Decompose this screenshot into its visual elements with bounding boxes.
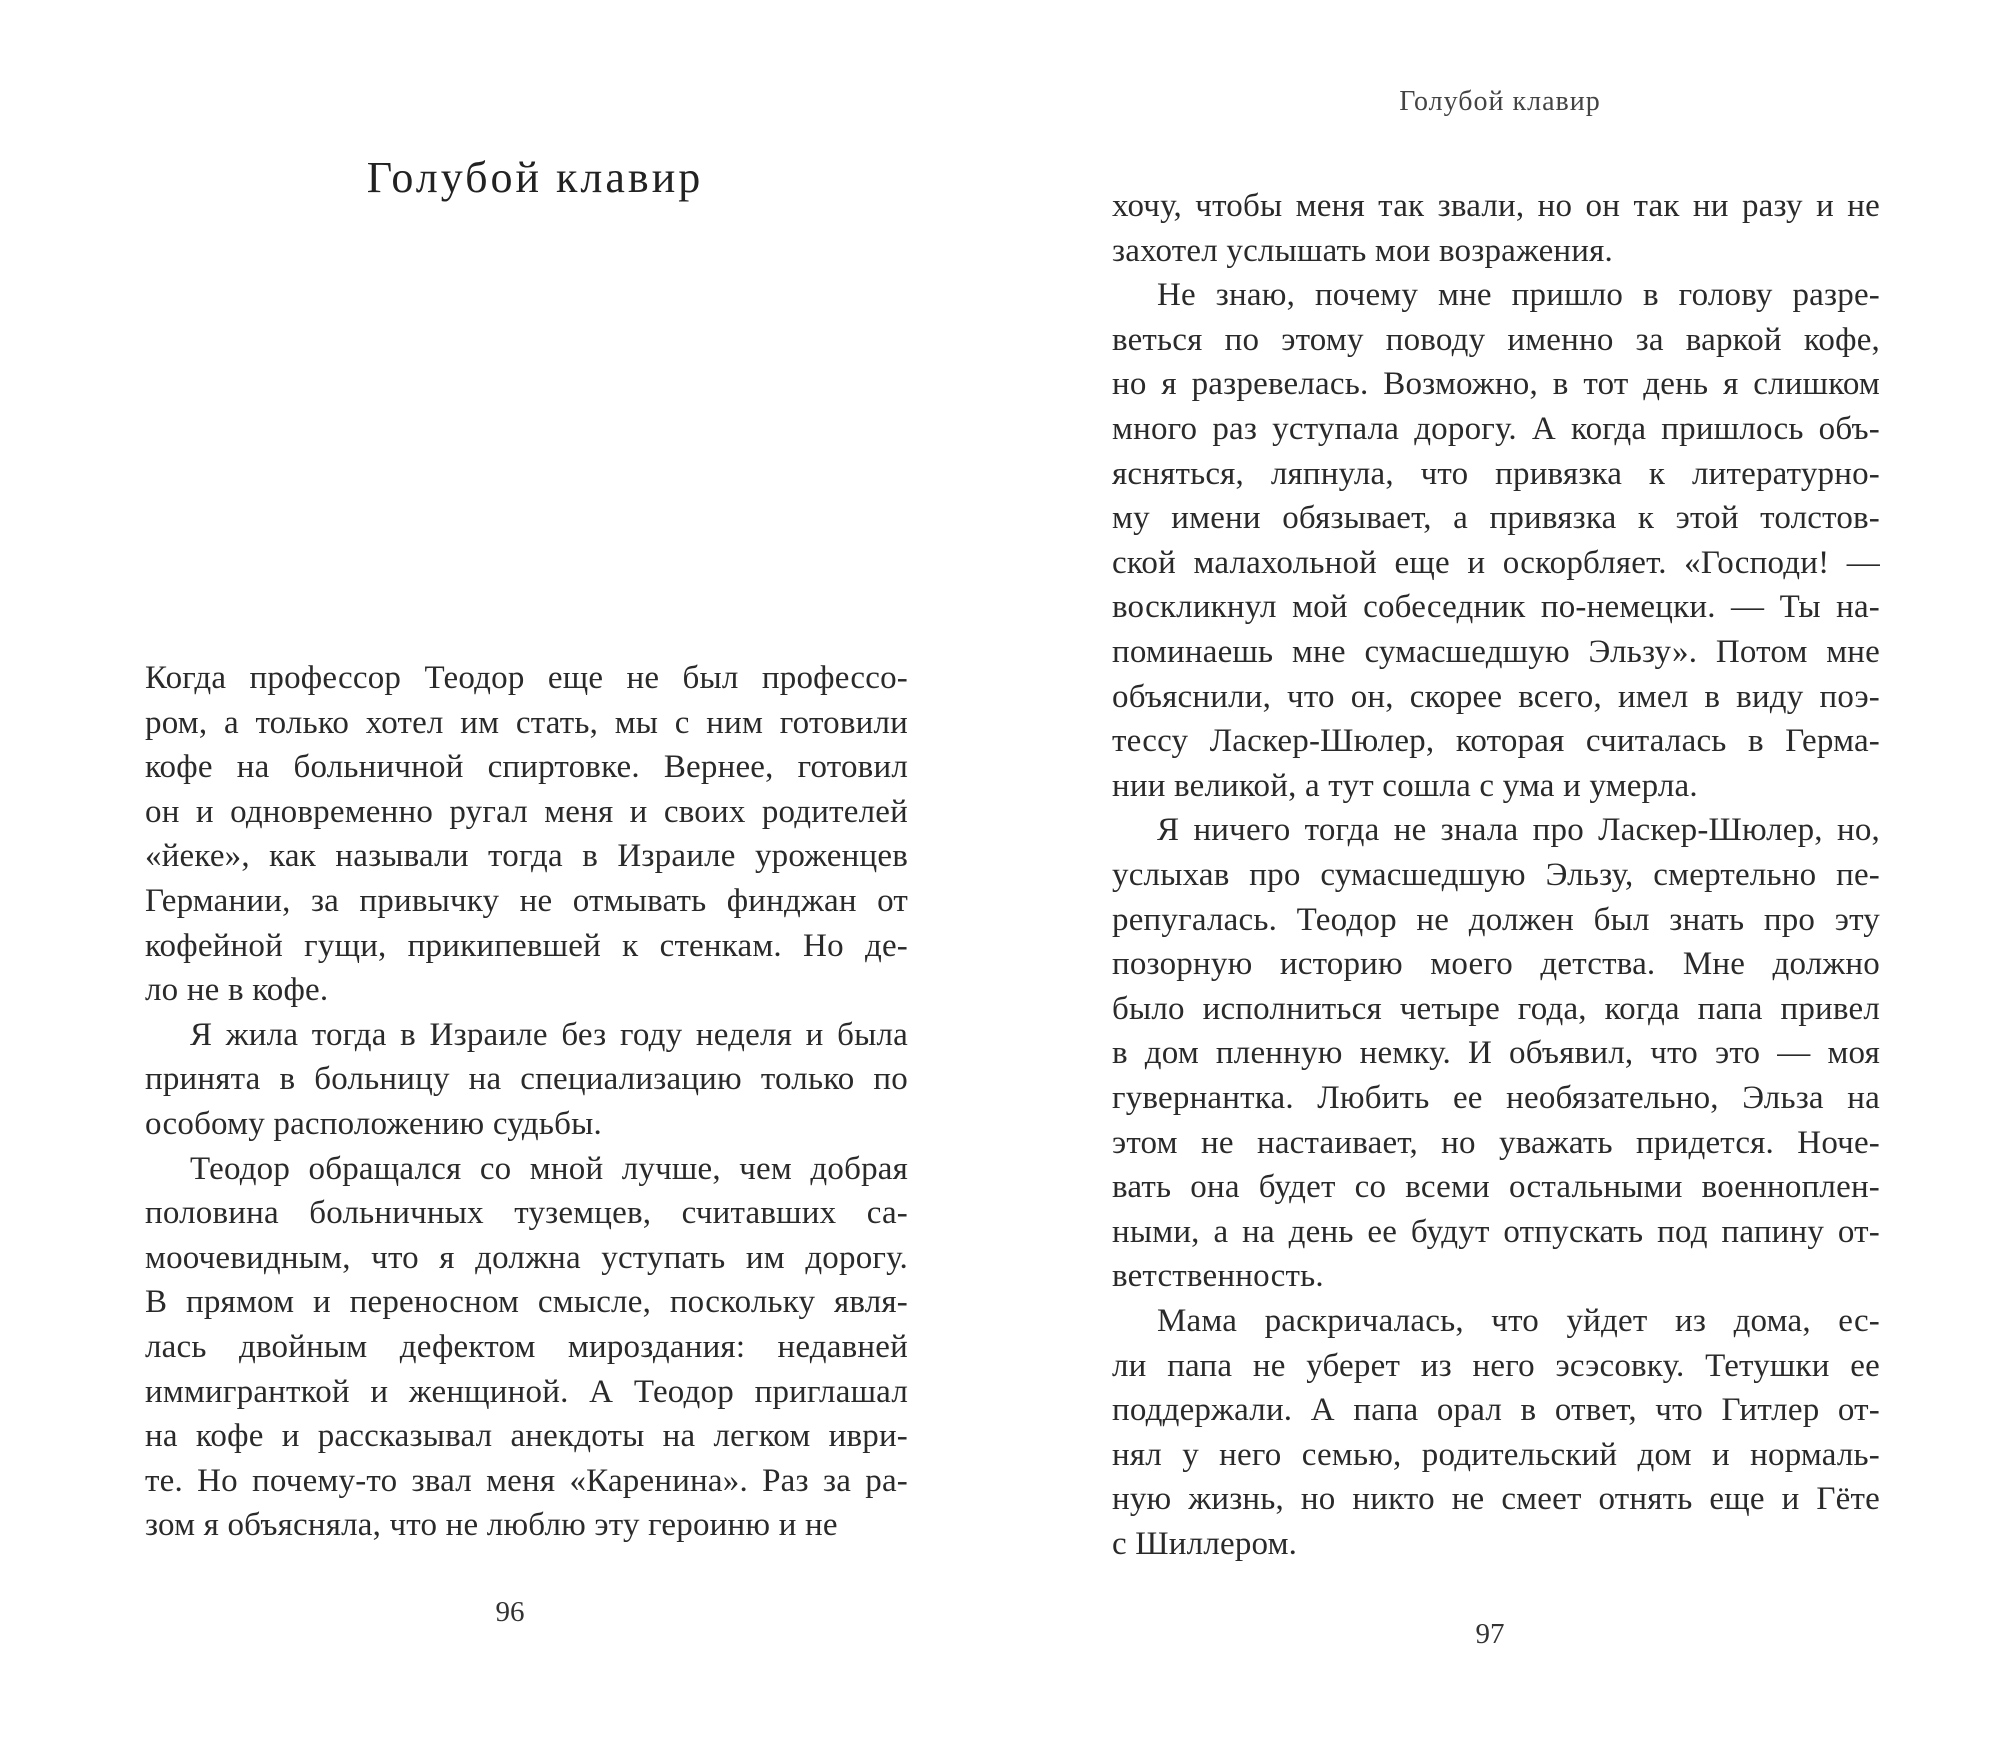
text-line: гувернантка. Любить ее необязательно, Эльза на: [1112, 1080, 1880, 1116]
text-line: особому расположению судьбы.: [145, 1106, 602, 1142]
text-line: нял у него семью, родительский дом и нормаль-: [1112, 1436, 1880, 1473]
text-line: он и одновременно ругал меня и своих родителей: [145, 793, 908, 830]
text-line: «йеке», как называли тогда в Израиле уроженцев: [145, 838, 908, 875]
text-line: ром, а только хотел им стать, мы с ним готовили: [145, 704, 908, 741]
running-head: Голубой клавир: [1399, 86, 1601, 117]
text-line: зом я объясняла, что не люблю эту героиню и не: [145, 1507, 838, 1544]
text-line: моочевидным, что я должна уступать им дорогу.: [145, 1239, 908, 1276]
text-line: ли папа не уберет из него эсэсовку. Тетушки ее: [1112, 1347, 1880, 1384]
text-line: с Шиллером.: [1112, 1526, 1298, 1562]
text-line: нии великой, а тут сошла с ума и умерла.: [1112, 767, 1698, 804]
text-line: те. Но почему-то звал меня «Каренина». Раз за ра-: [145, 1462, 908, 1499]
text-line: ясняться, ляпнула, что привязка к литературно-: [1112, 455, 1880, 492]
text-line: воскликнул мой собеседник по-немецки. — Ты на-: [1112, 589, 1880, 626]
text-line: Я ничего тогда не знала про Ласкер-Шюлер, но,: [1157, 812, 1880, 849]
text-line: иммигранткой и женщиной. А Теодор приглашал: [145, 1373, 908, 1410]
text-line: ными, а на день ее будут отпускать под папину от-: [1112, 1213, 1880, 1250]
text-line: ло не в кофе.: [145, 972, 329, 1009]
text-line: ветственность.: [1112, 1258, 1324, 1295]
text-line: в дом пленную немку. И объявил, что это — моя: [1112, 1035, 1880, 1072]
text-line: объяснили, что он, скорее всего, имел в виду поэ-: [1112, 678, 1880, 715]
text-line: кофе на больничной спиртовке. Вернее, готовил: [145, 749, 908, 786]
text-line: му имени обязывает, а привязка к этой толстов-: [1112, 500, 1880, 537]
text-line: этом не настаивает, но уважать придется. Ноче-: [1112, 1124, 1880, 1161]
text-line: но я разревелась. Возможно, в тот день я слишком: [1112, 366, 1880, 403]
text-line: вать она будет со всеми остальными военноплен-: [1112, 1169, 1880, 1206]
text-line: ской малахольной еще и оскорбляет. «Господи! —: [1112, 544, 1880, 581]
text-line: веться по этому поводу именно за варкой кофе,: [1112, 321, 1880, 358]
page-number-left: 96: [495, 1596, 525, 1628]
text-line: ную жизнь, но никто не смеет отнять еще и Гёте: [1112, 1481, 1880, 1518]
right-page: [1000, 0, 2000, 1757]
text-line: половина больничных туземцев, считавших са-: [145, 1195, 908, 1232]
text-line: на кофе и рассказывал анекдоты на легком иври-: [145, 1418, 908, 1455]
text-line: принята в больницу на специализацию только по: [145, 1061, 908, 1098]
text-line: Не знаю, почему мне пришло в голову разре-: [1157, 277, 1880, 314]
text-line: хочу, чтобы меня так звали, но он так ни разу и не: [1112, 188, 1880, 224]
text-line: услыхав про сумасшедшую Эльзу, смертельно пе-: [1112, 857, 1880, 893]
text-line: поминаешь мне сумасшедшую Эльзу». Потом мне: [1112, 634, 1880, 670]
text-line: В прямом и переносном смысле, поскольку явля-: [145, 1284, 908, 1321]
text-line: Германии, за привычку не отмывать финджан от: [145, 883, 908, 919]
text-line: много раз уступала дорогу. А когда пришлось объ-: [1112, 411, 1880, 447]
text-line: Когда профессор Теодор еще не был профессо-: [145, 660, 908, 696]
text-line: Мама раскричалась, что уйдет из дома, ес-: [1157, 1303, 1880, 1339]
text-line: лась двойным дефектом мироздания: недавней: [145, 1329, 908, 1365]
text-line: тессу Ласкер-Шюлер, которая считалась в Герма-: [1112, 723, 1880, 760]
text-line: кофейной гущи, прикипевшей к стенкам. Но де-: [145, 927, 908, 964]
text-line: позорную историю моего детства. Мне должно: [1112, 946, 1880, 983]
text-line: Я жила тогда в Израиле без году неделя и была: [190, 1016, 908, 1053]
text-line: Теодор обращался со мной лучше, чем добрая: [190, 1150, 908, 1187]
text-line: поддержали. А папа орал в ответ, что Гитлер от-: [1112, 1392, 1880, 1429]
text-line: репугалась. Теодор не должен был знать про эту: [1112, 901, 1880, 938]
page-number-right: 97: [1475, 1618, 1505, 1650]
chapter-title: Голубой клавир: [366, 153, 704, 202]
text-line: захотел услышать мои возражения.: [1112, 232, 1613, 269]
text-line: было исполниться четыре года, когда папа привел: [1112, 990, 1880, 1027]
